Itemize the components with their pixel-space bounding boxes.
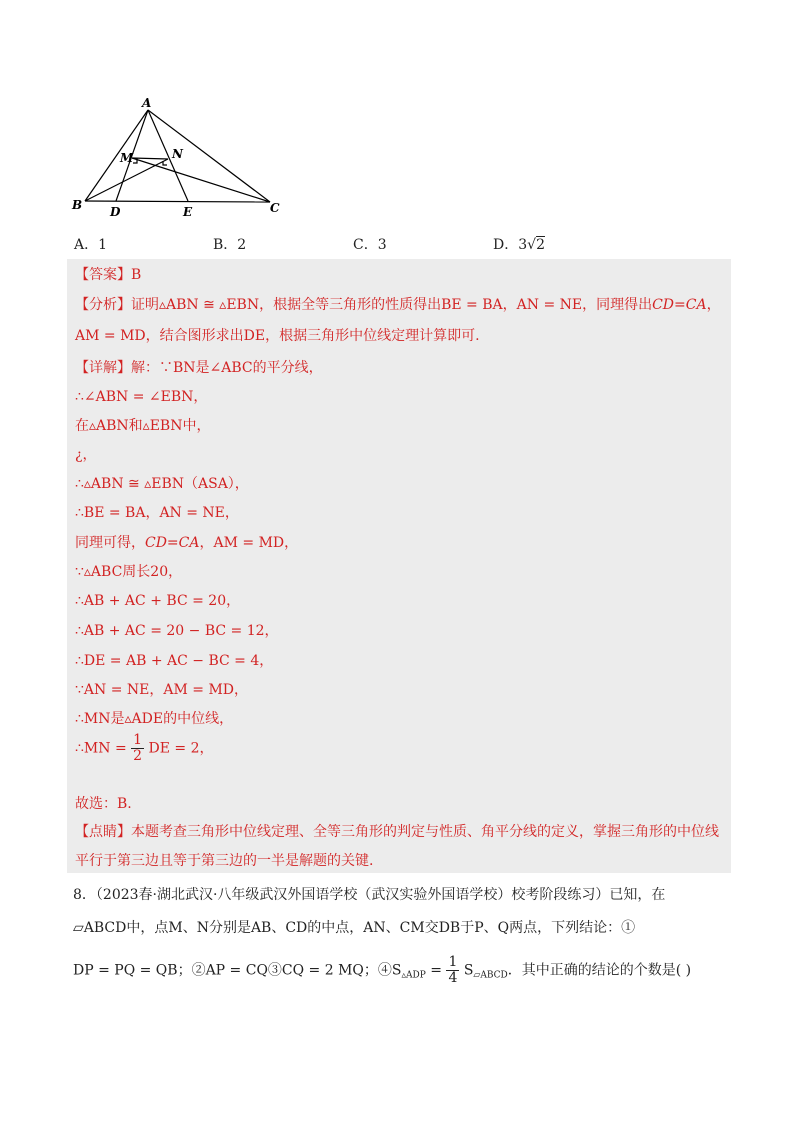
choice-d[interactable]: D．3√2 xyxy=(493,237,545,253)
label-e: E xyxy=(183,205,193,219)
choice-d-prefix: D．3 xyxy=(493,237,528,253)
segment-cm xyxy=(132,158,270,202)
analysis-text-1: 证明▵ABN ≅ ▵EBN，根据全等三角形的性质得出BE = BA，AN = NE，同理得出 xyxy=(131,297,653,313)
question-8-line-1: 8．（2023春·湖北武汉·八年级武汉外国语学校（武汉实验外国语学校）校考阶段练习）已知，在 xyxy=(73,887,666,903)
step-12: ∴MN是▵ADE的中位线， xyxy=(75,711,234,727)
triangle-figure xyxy=(70,95,290,220)
analysis-comma: ， xyxy=(706,297,721,313)
label-c: C xyxy=(270,201,280,215)
choice-d-radicand: 2 xyxy=(536,237,545,253)
choice-a[interactable]: A．1 xyxy=(74,237,108,253)
q8-s: S xyxy=(463,962,474,979)
question-8-line-3 xyxy=(73,955,691,986)
fraction-one-quarter: $\frac{1}{4}$ xyxy=(448,954,458,986)
step-2: 在▵ABN和▵EBN中， xyxy=(75,418,211,434)
fraction-one-half: $\frac{1}{2}$ xyxy=(133,732,143,764)
choice-b[interactable]: B．2 xyxy=(213,237,247,253)
side-ac xyxy=(148,110,270,202)
label-a: A xyxy=(142,96,152,110)
step-5: ∴BE = BA，AN = NE， xyxy=(75,505,239,521)
q8-sub-abcd: ▱ABCD xyxy=(473,970,508,981)
step-1: ∴∠ABN = ∠EBN， xyxy=(75,389,208,405)
comment-line-2: 平行于第三边且等于第三边的一半是解题的关键. xyxy=(75,853,374,869)
detail-line-1 xyxy=(75,357,323,377)
step-6-text-a: 同理可得， xyxy=(75,535,145,551)
step-9: ∴AB + AC = 20 − BC = 12， xyxy=(75,623,279,639)
detail-text-1: 解：∵BN是∠ABC的平分线， xyxy=(131,360,323,376)
step-13-text-a: ∴MN = xyxy=(75,740,127,757)
step-4: ∴▵ABN ≅ ▵EBN（ASA）， xyxy=(75,476,249,492)
analysis-line-2: AM = MD，结合图形求出DE，根据三角形中位线定理计算即可. xyxy=(75,328,480,344)
question-8-line-2: ▱ABCD中，点M、N分别是AB、CD的中点，AN、CM交DB于P、Q两点，下列结论：① xyxy=(73,920,636,936)
comment-tag: 【点睛】 xyxy=(75,824,131,840)
comment-text-1: 本题考查三角形中位线定理、全等三角形的判定与性质、角平分线的定义，掌握三角形的中位线 xyxy=(131,824,719,840)
step-6-highlight: CD=CA xyxy=(145,535,200,551)
answer-line xyxy=(75,264,141,284)
step-7: ∵▵ABC周长20， xyxy=(75,564,183,580)
step-6-text-b: ，AM = MD， xyxy=(199,535,299,551)
comment-line-1 xyxy=(75,821,719,841)
label-n: N xyxy=(172,147,183,161)
choose-line: 故选：B. xyxy=(75,796,132,812)
step-10: ∴DE = AB + AC − BC = 4， xyxy=(75,653,274,669)
step-3: ¿， xyxy=(75,447,97,463)
step-6 xyxy=(75,532,298,552)
step-11: ∵AN = NE，AM = MD， xyxy=(75,682,249,698)
analysis-line-1 xyxy=(75,294,721,314)
q8-sub-adp: ▵ADP xyxy=(401,970,426,981)
solution-panel xyxy=(67,259,731,873)
choice-c[interactable]: C．3 xyxy=(353,237,387,253)
side-ab xyxy=(85,110,148,201)
q8-text-d: ．其中正确的结论的个数是( ) xyxy=(507,962,692,979)
side-bc xyxy=(85,201,270,202)
label-m: M xyxy=(120,151,134,165)
q8-equals: = xyxy=(430,962,442,979)
answer-tag: 【答案】 xyxy=(75,267,131,283)
answer-value: B xyxy=(131,267,142,283)
label-b: B xyxy=(72,198,83,212)
step-13-text-b: DE = 2， xyxy=(148,740,214,757)
label-d: D xyxy=(110,205,121,219)
q8-text-a: DP = PQ = QB；②AP = CQ③CQ = 2 MQ；④S xyxy=(73,962,402,979)
step-13 xyxy=(75,733,214,764)
analysis-highlight: CD=CA xyxy=(652,297,707,313)
step-8: ∴AB + AC + BC = 20， xyxy=(75,593,241,609)
detail-tag: 【详解】 xyxy=(75,360,131,376)
answer-choices xyxy=(74,234,714,254)
analysis-tag: 【分析】 xyxy=(75,297,131,313)
